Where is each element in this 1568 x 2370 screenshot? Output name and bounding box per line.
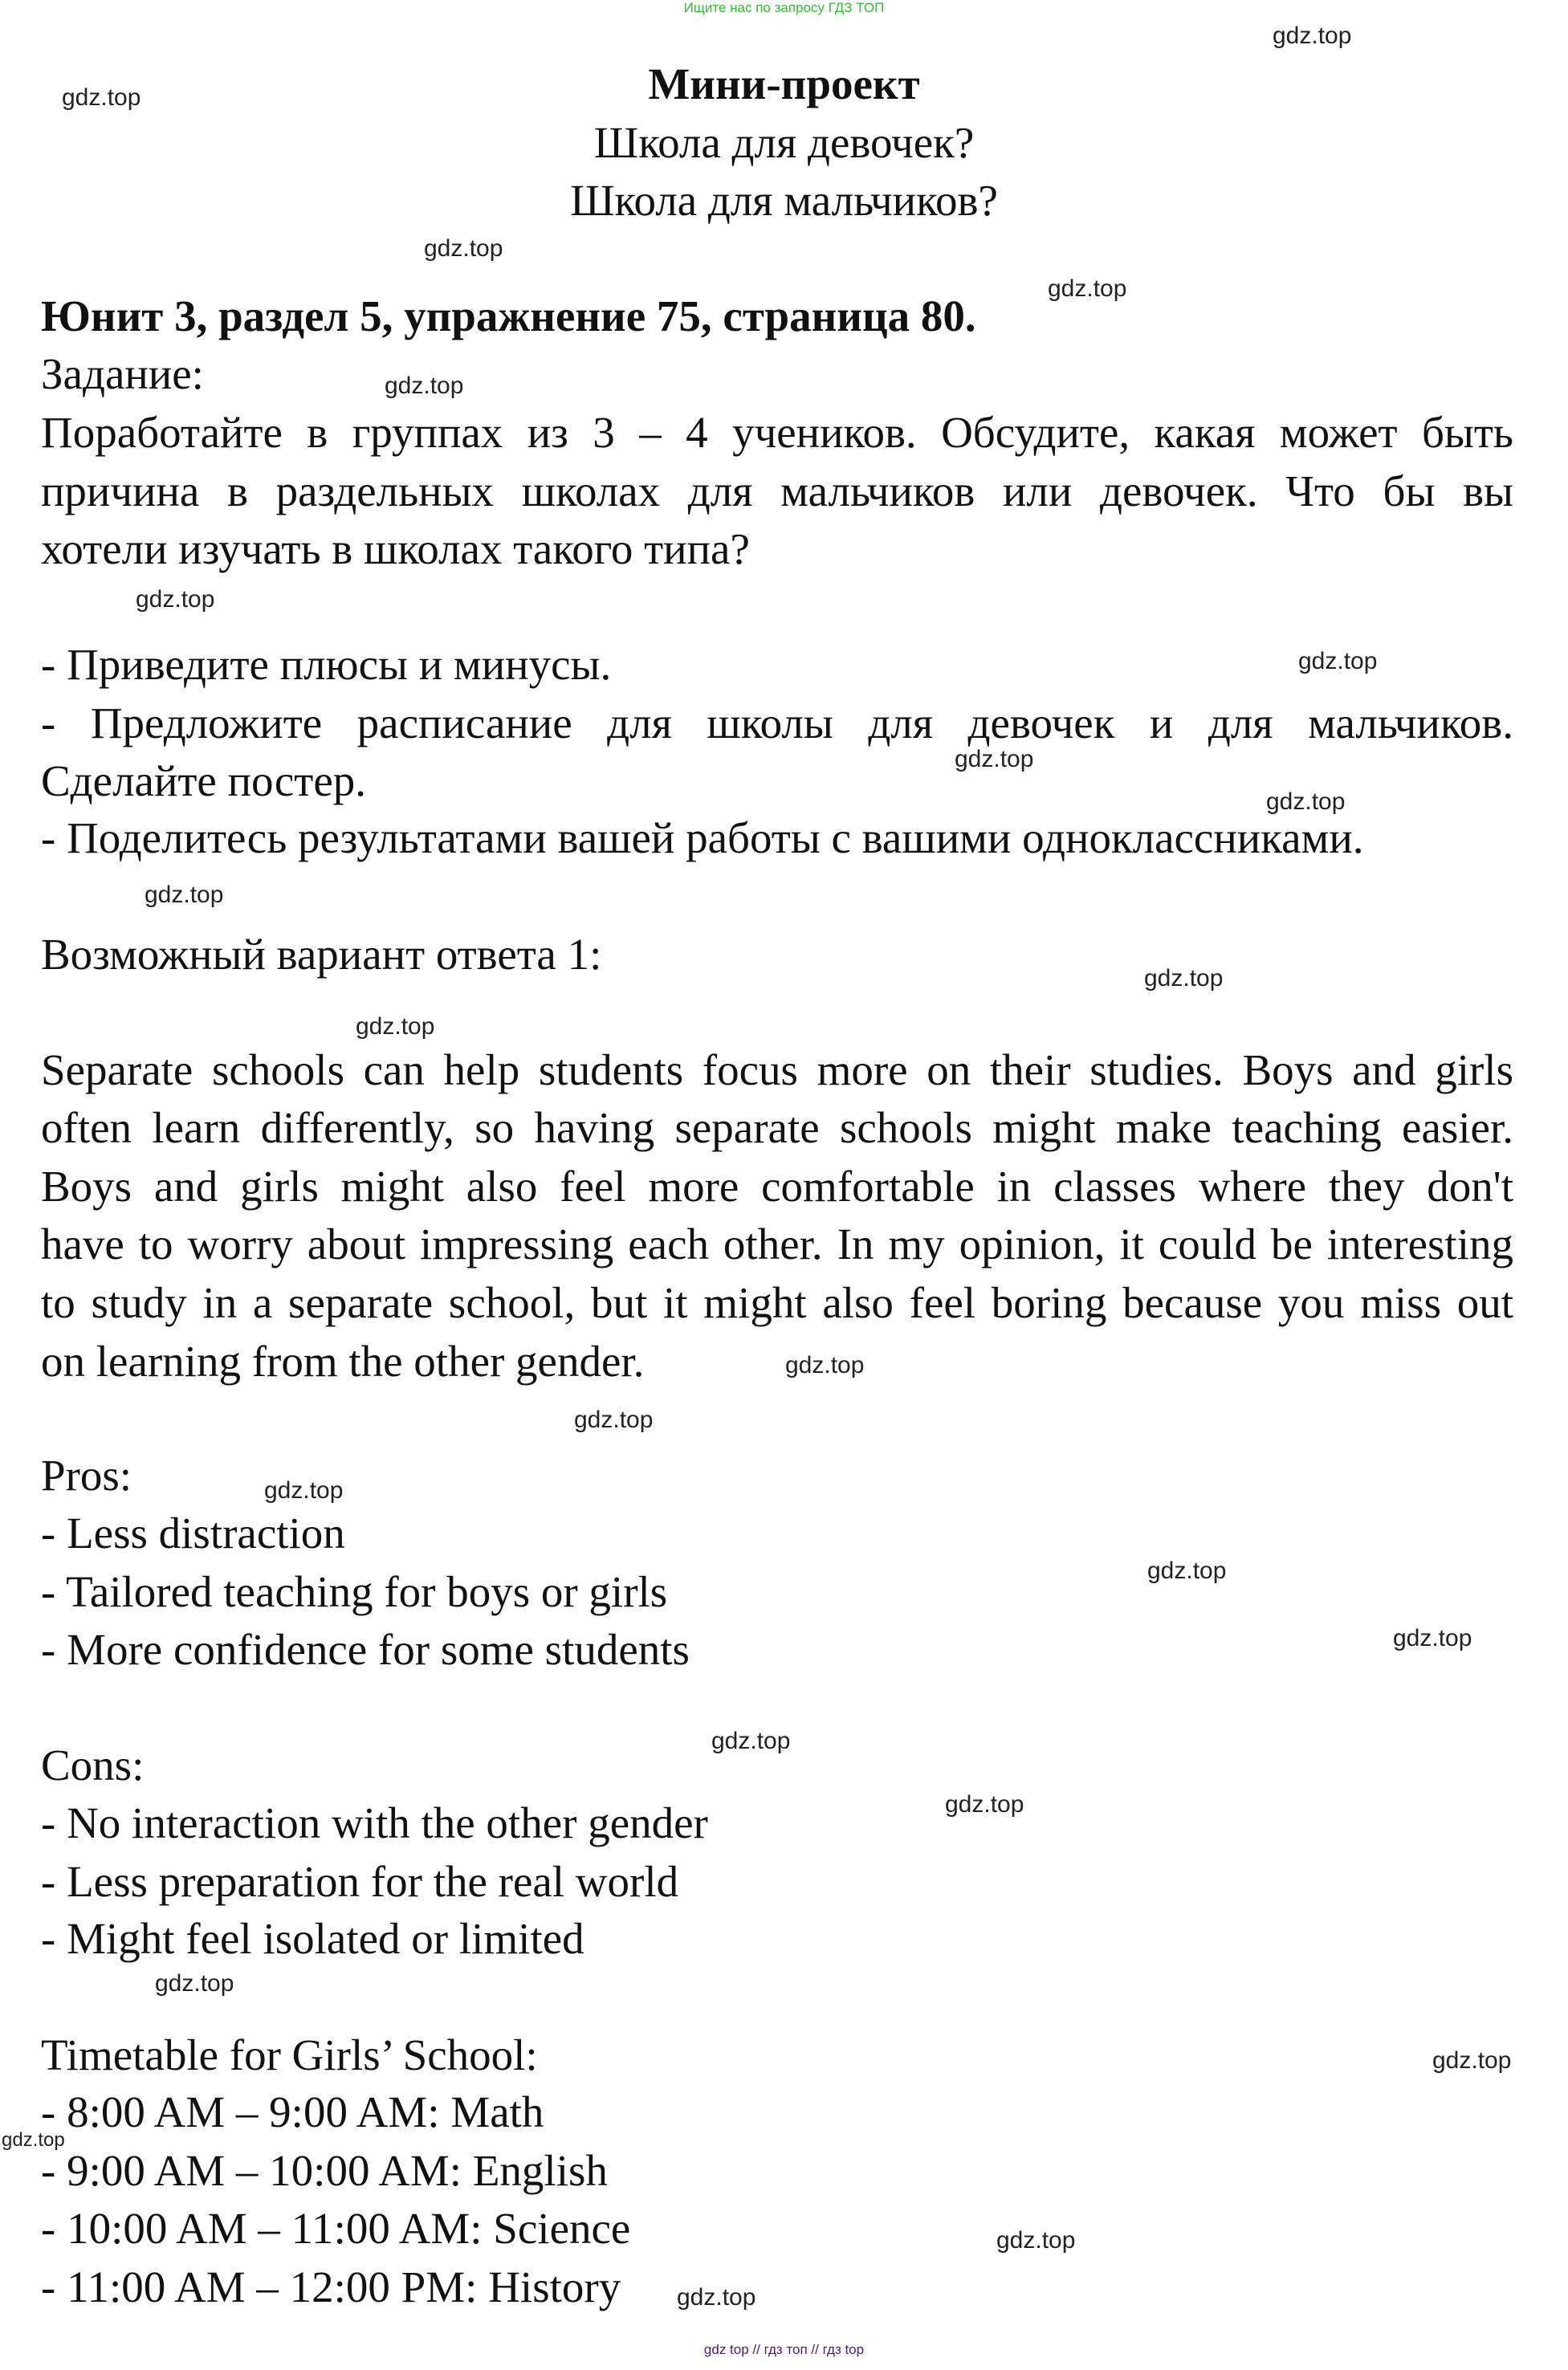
task-bullet: Сделайте постер. [41,756,366,805]
watermark: gdz.top [424,235,503,262]
pros-label: Pros: [41,1451,132,1500]
timetable-item: - 8:00 AM – 9:00 AM: Math [41,2087,544,2136]
pros-item: - More confidence for some students [41,1625,690,1674]
watermark: gdz.top [1266,788,1346,815]
watermark: gdz.top [945,1791,1024,1818]
watermark: gdz.top [785,1352,865,1378]
watermark: gdz.top [1048,275,1127,302]
watermark: gdz.top [264,1477,344,1504]
watermark: gdz.top [1432,2047,1512,2074]
timetable-item: - 11:00 AM – 12:00 PM: History [41,2262,621,2311]
task-line: хотели изучать в школах такого типа? [41,524,750,573]
pros-item: - Less distraction [41,1509,345,1558]
cons-item: - Might feel isolated or limited [41,1914,584,1963]
cons-item: - No interaction with the other gender [41,1798,708,1847]
task-bullet: - Предложите расписание для школы для девочек и для мальчиков. [41,698,1513,747]
watermark: gdz.top [155,1970,234,1997]
watermark: gdz.top [1144,965,1224,992]
cons-item: - Less preparation for the real world [41,1857,679,1906]
pros-item: - Tailored teaching for boys or girls [41,1567,668,1616]
timetable-label: Timetable for Girls’ School: [41,2030,538,2079]
task-line: причина в раздельных школах для мальчиков или девочек. Что бы вы [41,466,1513,515]
timetable-item: - 9:00 AM – 10:00 AM: English [41,2146,608,2195]
watermark: gdz.top [1147,1558,1227,1584]
footer-banner: gdz top // гдз топ // гдз top [703,2342,865,2357]
watermark: gdz.top [1393,1625,1472,1651]
answer-label: Возможный вариант ответа 1: [41,930,602,979]
watermark: gdz.top [955,746,1034,772]
task-bullet: - Приведите плюсы и минусы. [41,640,612,689]
watermark: gdz.top [574,1407,654,1433]
task-label: Задание: [41,349,204,398]
watermark: gdz.top [711,1728,791,1754]
watermark: gdz.top [996,2227,1076,2254]
watermark: gdz.top [356,1013,435,1040]
watermark: gdz.top [1273,22,1352,49]
watermark: gdz.top [145,882,224,908]
page-title: Мини-проект [648,59,920,108]
task-bullet: - Поделитесь результатами вашей работы с вашими одноклассниками. [41,813,1364,862]
watermark: gdz.top [2,2129,65,2151]
answer-line: to study in a separate school, but it might also feel boring because you miss out [41,1278,1513,1327]
watermark: gdz.top [677,2284,756,2311]
answer-line: have to worry about impressing each other. In my opinion, it could be interesting [41,1220,1513,1268]
task-line: Поработайте в группах из 3 – 4 учеников. Обсудите, какая может быть [41,408,1513,457]
answer-line: often learn differently, so having separate schools might make teaching easier. [41,1103,1513,1152]
header-banner: Ищите нас по запросу ГДЗ ТОП [683,0,885,15]
answer-line: Boys and girls might also feel more comfortable in classes where they don't [41,1162,1513,1211]
cons-label: Cons: [41,1741,145,1790]
answer-line: on learning from the other gender. [41,1337,645,1386]
subtitle-1: Школа для девочек? [593,118,975,167]
watermark: gdz.top [385,373,464,399]
answer-line: Separate schools can help students focus more on their studies. Boys and girls [41,1045,1513,1094]
unit-heading: Юнит 3, раздел 5, упражнение 75, страница 80. [41,291,976,340]
subtitle-2: Школа для мальчиков? [570,176,998,225]
watermark: gdz.top [1298,648,1378,674]
timetable-item: - 10:00 AM – 11:00 AM: Science [41,2204,631,2253]
watermark: gdz.top [136,586,215,613]
watermark: gdz.top [62,84,141,111]
